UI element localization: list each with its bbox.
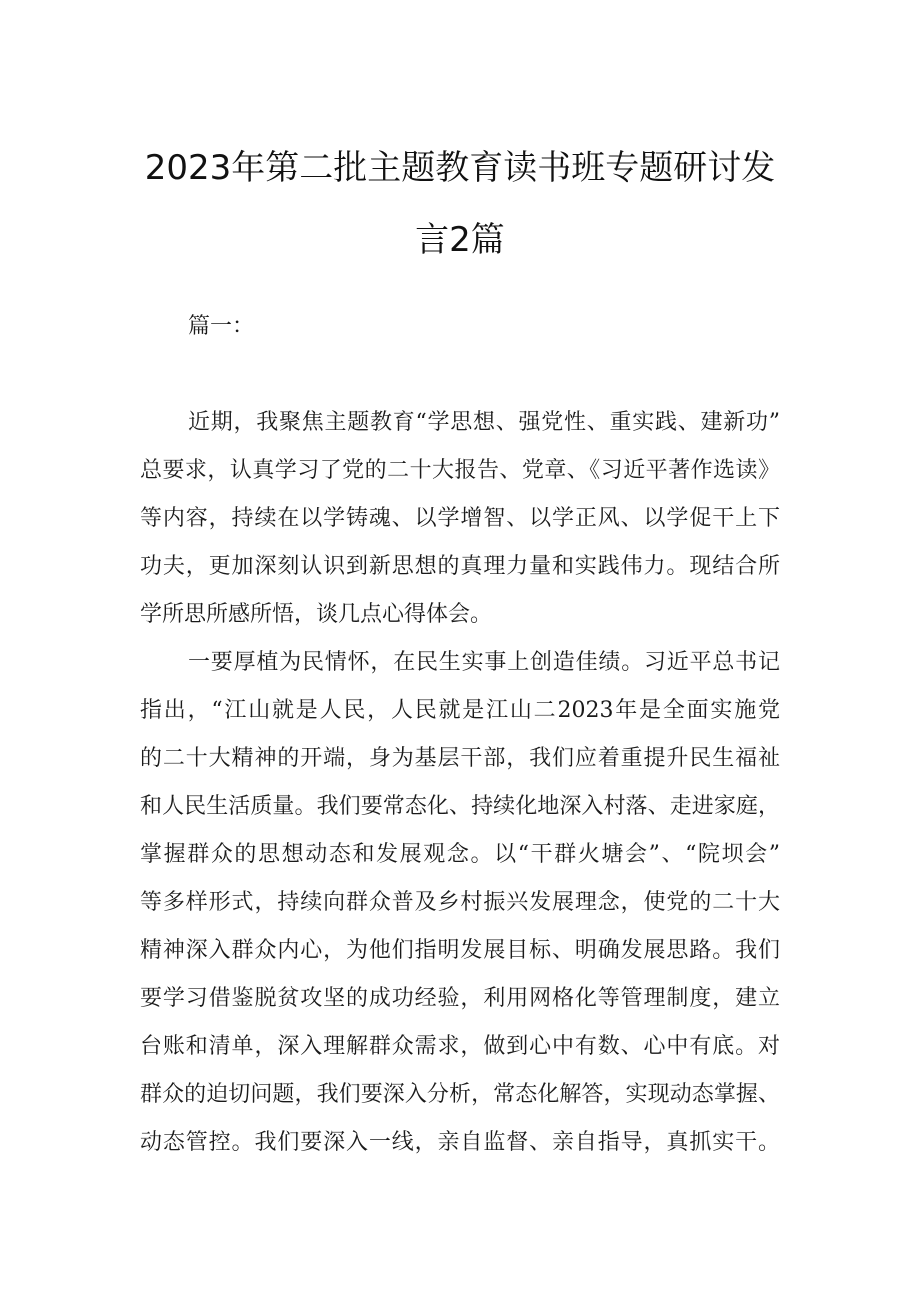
paragraph-1-line-4: 功夫，更加深刻认识到新思想的真理力量和实践伟力。现结合所 — [140, 554, 780, 579]
paragraph-1-line-2: 总要求，认真学习了党的二十大报告、党章、《习近平著作选读》 — [140, 458, 780, 483]
paragraph-2-line-5: 掌握群众的思想动态和发展观念。以“干群火塘会”、“院坝会” — [140, 842, 780, 867]
paragraph-2-line-10: 群众的迫切问题，我们要深入分析，常态化解答，实现动态掌握、 — [140, 1082, 780, 1107]
document-title-line-1: 2023年第二批主题教育读书班专题研讨发 — [144, 148, 776, 188]
paragraph-2-line-9: 台账和清单，深入理解群众需求，做到心中有数、心中有底。对 — [140, 1034, 780, 1059]
paragraph-2-line-8: 要学习借鉴脱贫攻坚的成功经验，利用网格化等管理制度，建立 — [140, 986, 780, 1011]
paragraph-1-line-5: 学所思所感所悟，谈几点心得体会。 — [140, 602, 493, 627]
section-label: 篇一： — [188, 314, 255, 339]
paragraph-2-line-11: 动态管控。我们要深入一线，亲自监督、亲自指导，真抓实干。 — [140, 1130, 780, 1155]
paragraph-2-line-6: 等多样形式，持续向群众普及乡村振兴发展理念，使党的二十大 — [140, 890, 780, 915]
document-title-line-2: 言2篇 — [415, 220, 505, 260]
paragraph-2-line-1: 一要厚植为民情怀，在民生实事上创造佳绩。习近平总书记 — [188, 650, 780, 675]
paragraph-2-line-2: 指出，“江山就是人民，人民就是江山二2023年是全面实施党 — [140, 698, 780, 723]
paragraph-1-line-1: 近期，我聚焦主题教育“学思想、强党性、重实践、建新功” — [188, 410, 780, 435]
paragraph-1-line-3: 等内容，持续在以学铸魂、以学增智、以学正风、以学促干上下 — [140, 506, 780, 531]
paragraph-2-line-4: 和人民生活质量。我们要常态化、持续化地深入村落、走进家庭， — [140, 794, 780, 819]
paragraph-2-line-7: 精神深入群众内心，为他们指明发展目标、明确发展思路。我们 — [140, 938, 780, 963]
paragraph-2-line-3: 的二十大精神的开端，身为基层干部，我们应着重提升民生福祉 — [140, 746, 780, 771]
